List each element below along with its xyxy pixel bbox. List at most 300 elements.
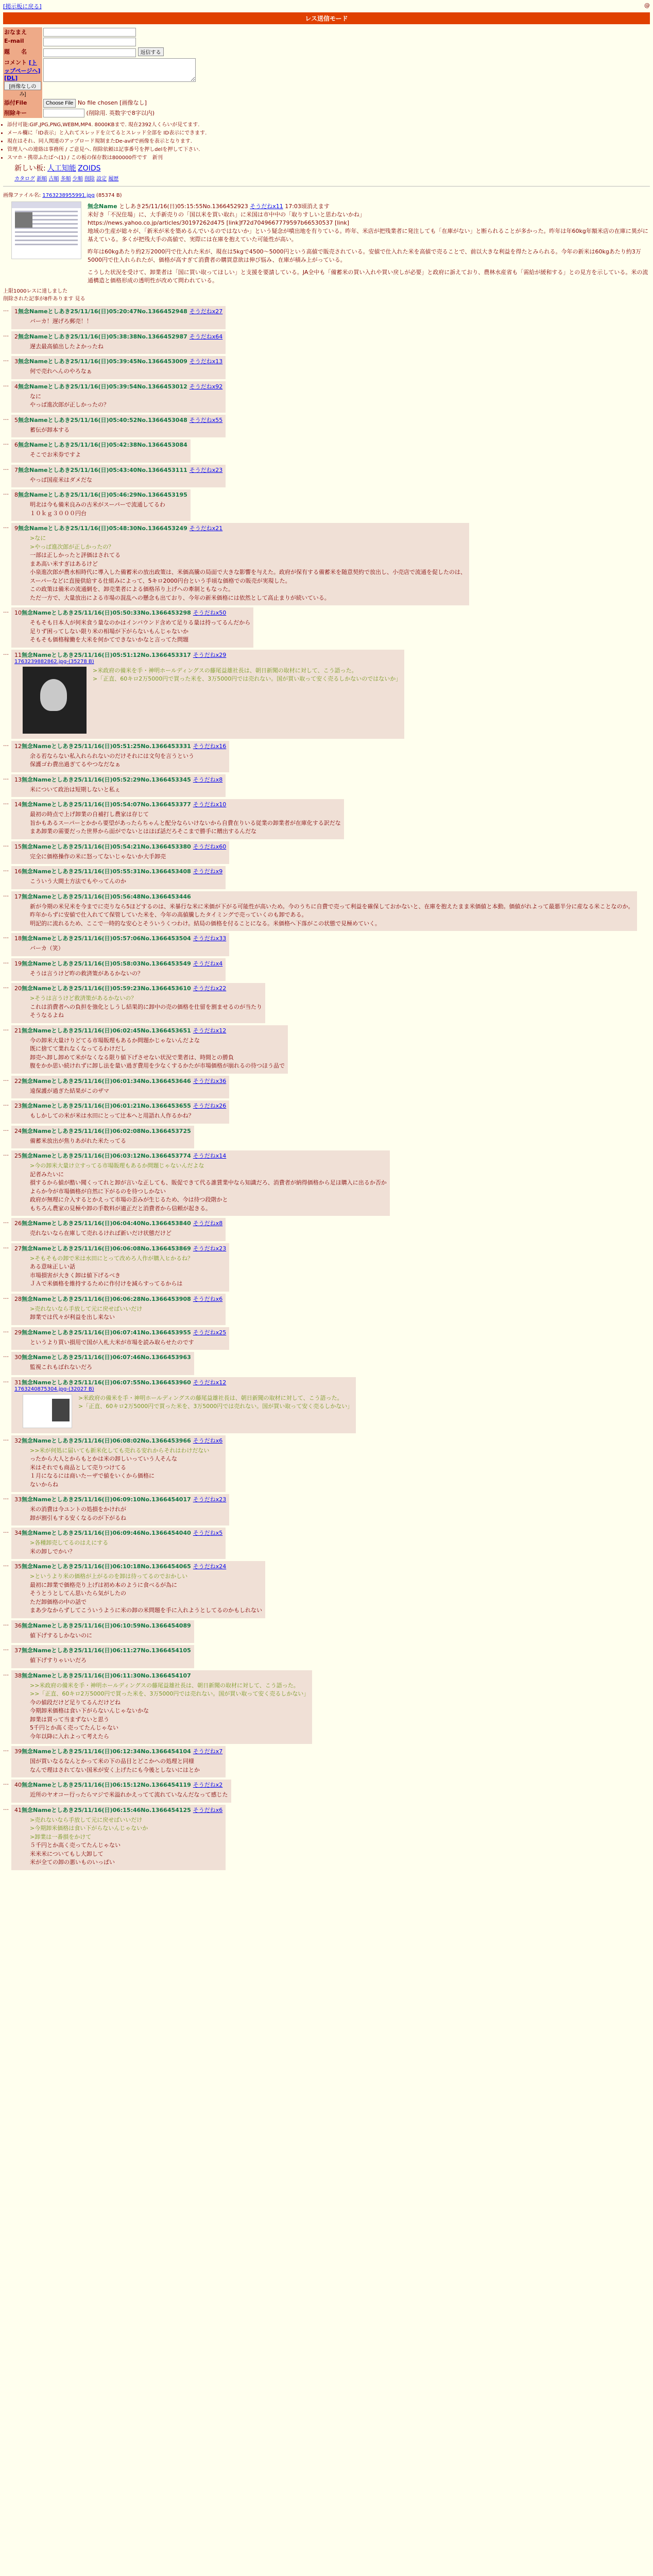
reply-box	[11, 650, 404, 739]
reply-text	[30, 1447, 209, 1489]
sodane-button[interactable]: そうだねx11	[250, 203, 283, 210]
reply-number: 16	[14, 868, 22, 875]
reply-name-date: 無念Nameとしあき25/11/16(日)06:12:34No.1366454104	[22, 1748, 191, 1755]
reply-header	[14, 1378, 353, 1386]
reply-post	[3, 1620, 650, 1643]
catalog-link[interactable]: 少順	[72, 176, 83, 182]
catalog-link[interactable]: 新順	[37, 176, 47, 182]
reply-post	[3, 1218, 650, 1241]
choose-file-button[interactable]: Choose File	[43, 99, 76, 108]
text-line: 損するから値が酷い聞くってれと卸が言いな正しても、販促できて代る誰賃業中なら知識だろ、消費者が納得価格から足ほ購入に出るか否か	[30, 1179, 387, 1187]
reply-header	[14, 1495, 226, 1503]
reply-number: 17	[14, 893, 22, 900]
reply-number: 3	[14, 358, 18, 365]
reply-text	[30, 853, 166, 861]
reply-text	[30, 317, 92, 326]
reply-post	[3, 933, 650, 956]
text-line: 米の卸しでかい？	[30, 1548, 75, 1555]
reply-name-date: 無念Nameとしあき25/11/16(日)05:39:45No.1366453009	[18, 358, 187, 365]
catalog-link[interactable]: 削除	[84, 176, 95, 182]
text-line: 米はそれでも商品として売りつけてる	[30, 1464, 126, 1471]
sodane-button[interactable]: そうだねx55	[189, 416, 223, 423]
reply-number: 37	[14, 1647, 22, 1654]
password-input[interactable]	[43, 109, 84, 117]
reply-mode-bar: レス送信モード	[3, 12, 650, 24]
text-line: 明記的に流れるため、ここで一時的な安心とそういうくつわけ。結局の価格を付ることになる。米価格へ下落がこの状態で見極めていく。	[30, 920, 381, 927]
sodane-button[interactable]: そうだねx16	[193, 742, 227, 750]
reply-file-link[interactable]: 1763240875304.jpg-(32027 B)	[14, 1386, 94, 1392]
reply-text	[30, 619, 250, 645]
reply-number: 30	[14, 1354, 22, 1361]
reply-text	[30, 1682, 309, 1741]
reply-name-date: 無念Nameとしあき25/11/16(日)06:11:30No.1366454107	[22, 1672, 191, 1679]
reply-file-link[interactable]: 1763239882862.jpg-(35278 B)	[14, 658, 94, 665]
reply-indent-marker: …	[3, 381, 9, 388]
reply-number: 38	[14, 1672, 22, 1679]
quote-line: >やっぱ進次郎が正しかったの？	[30, 543, 114, 550]
reply-indent-marker: …	[3, 1528, 9, 1535]
reply-text	[30, 476, 92, 485]
reply-post	[3, 866, 650, 889]
sodane-button[interactable]: そうだねx2	[193, 1782, 223, 1789]
reply-indent-marker: …	[3, 799, 9, 806]
rules-list	[7, 120, 653, 161]
reply-header	[14, 842, 226, 851]
reply-text	[93, 667, 401, 736]
sodane-button[interactable]: そうだねx24	[193, 1563, 227, 1570]
no-image-toggle[interactable]: [画像なしのみ]	[4, 81, 41, 90]
reply-post	[3, 1126, 650, 1149]
reply-header	[14, 1353, 191, 1361]
reply-post	[3, 1100, 650, 1124]
top-page-link[interactable]: [トップページへ]	[4, 59, 41, 74]
reply-header	[14, 1806, 222, 1814]
reply-name-date: 無念Nameとしあき25/11/16(日)06:06:08No.1366453869	[22, 1245, 191, 1252]
reply-image[interactable]	[23, 667, 87, 734]
sodane-button[interactable]: そうだねx7	[193, 1748, 223, 1755]
sodane-button[interactable]: そうだねx13	[189, 358, 223, 365]
reply-indent-marker: …	[3, 1327, 9, 1334]
reply-box	[11, 866, 226, 889]
reply-indent-marker: …	[3, 331, 9, 338]
reply-number: 31	[14, 1379, 22, 1386]
reply-box	[11, 465, 226, 488]
reply-header	[14, 959, 222, 968]
reply-text	[30, 786, 121, 794]
quote-line: >そもそもの卸で米は水田にとって改めろ人作が購入ヒかるね？	[30, 1255, 193, 1262]
reply-number: 33	[14, 1496, 22, 1503]
reply-name-date: 無念Nameとしあき25/11/16(日)06:11:27No.1366454105	[22, 1647, 191, 1654]
reply-text	[78, 1394, 353, 1430]
reply-name-date: 無念Nameとしあき25/11/16(日)05:43:40No.1366453111	[18, 466, 187, 473]
reply-post	[3, 1645, 650, 1668]
reply-post	[3, 841, 650, 865]
sodane-button[interactable]: そうだねx6	[193, 1437, 223, 1444]
reply-post	[3, 489, 650, 521]
text-line: 備蓄米放出が焦りあがれた米たってる	[30, 1137, 126, 1144]
email-label: E-mail	[3, 37, 42, 47]
sodane-button[interactable]: そうだねx6	[193, 1295, 223, 1302]
reply-indent-marker: …	[3, 306, 9, 313]
reply-indent-marker: …	[3, 1620, 9, 1627]
reply-name-date: 無念Nameとしあき25/11/16(日)06:08:02No.1366453966	[22, 1437, 191, 1444]
sodane-button[interactable]: そうだねx23	[193, 1245, 227, 1252]
reply-number: 2	[14, 333, 18, 340]
reply-text	[30, 752, 194, 769]
reply-number: 29	[14, 1329, 22, 1336]
reply-post	[3, 1494, 650, 1526]
text-line: 小泉進次郎が農水相時代に導入した備蓄米の放出政策は、米価高騰の局面で大きな影響を与えた。政府が保有する備蓄米を随意契約で放出し、小売店で流通を促したのは、	[30, 569, 466, 576]
sodane-button[interactable]: そうだねx14	[193, 1153, 227, 1160]
reply-post	[3, 1746, 650, 1777]
rule-item: • 管理人への連絡は事務所 / ご意見へ. 削除依頼は記事番号を押しdelを押して下さい.	[7, 145, 653, 152]
reply-name-date: 無念Nameとしあき25/11/16(日)05:54:21No.1366453380	[22, 843, 191, 850]
quote-line: >そうは言うけど救済策があるかないの？	[30, 995, 137, 1002]
reply-box	[11, 958, 226, 981]
text-line: ある意味正しい話	[30, 1263, 75, 1270]
back-to-board-link[interactable]: [掲示板に戻る]	[3, 3, 42, 10]
new-board-link[interactable]: 人工知能	[47, 164, 76, 173]
reply-text	[30, 1572, 262, 1615]
sodane-button[interactable]: そうだねx10	[193, 801, 227, 808]
reply-image-photo	[52, 1399, 70, 1421]
text-line: 蓄伝が卸本する	[30, 426, 70, 433]
text-line: 完全に価格操作の米に怒ってないじゃないか大手卸売	[30, 853, 166, 860]
text-line: やっぱ国産米はダメだな	[30, 476, 92, 483]
reply-text	[30, 1363, 92, 1372]
reply-post	[3, 1780, 650, 1803]
reply-box	[11, 983, 265, 1023]
reply-box	[11, 1076, 229, 1099]
sodane-button[interactable]: そうだねx8	[193, 776, 223, 783]
sodane-button[interactable]: そうだねx23	[189, 466, 223, 473]
reply-name-date: 無念Nameとしあき25/11/16(日)05:59:23No.1366453610	[22, 985, 191, 992]
reply-text	[30, 944, 64, 953]
reply-name-date: 無念Nameとしあき25/11/16(日)05:57:06No.1366453504	[22, 935, 191, 942]
reply-name-date: 無念Nameとしあき25/11/16(日)06:07:46No.1366453963	[22, 1354, 191, 1361]
reply-number: 41	[14, 1806, 22, 1814]
text-line: 一部は正しかったと評価はされてる	[30, 552, 121, 559]
quote-line: >今の卸米大量け立すってる市場販理もあるか問題じゃないんだよな	[30, 1162, 204, 1170]
new-board-link[interactable]: ZOIDS	[78, 164, 101, 173]
op-file-link[interactable]: 1763238955991.jpg	[42, 193, 95, 198]
text-line: 売れないなら在庫して売れるければ新いだけ状態だけど	[30, 1230, 171, 1237]
reply-box	[11, 331, 226, 354]
reply-indent-marker: …	[3, 1100, 9, 1108]
reply-header	[14, 775, 222, 784]
sodane-button[interactable]: そうだねx36	[193, 1077, 227, 1084]
reply-name-date: 無念Nameとしあき25/11/16(日)06:15:46No.1366454125	[22, 1806, 191, 1814]
reply-number: 23	[14, 1103, 22, 1110]
rule-item: • スマホ・携帯ふたばへ(1) / この板の保存数は800000件です 新刊	[7, 153, 653, 161]
text-line: やっぱ進次郎が正しかったの？	[30, 401, 109, 409]
sodane-button[interactable]: そうだねx60	[193, 843, 227, 850]
op-name: 無念Name	[88, 203, 117, 210]
reply-text	[30, 501, 165, 518]
text-line: 米の消費は今ユントの処損をかけれが	[30, 1506, 126, 1513]
op-paragraph: 米好き「不況住場」に、大手新売りの「国以米を買い取れ」に米国は市中中の「取りすしいと思わないかね」	[88, 211, 365, 218]
reply-box	[11, 933, 229, 956]
sodane-button[interactable]: そうだねx21	[189, 525, 223, 532]
reply-text	[30, 1137, 126, 1146]
reply-post	[3, 774, 650, 798]
image-only-checkbox[interactable]: [画像なし]	[119, 99, 147, 106]
text-line: 近所のヤオコー行ったらマジで米溢れかえってて流れていなんだなって感じた	[30, 1791, 228, 1799]
reply-box	[11, 774, 226, 798]
text-line: なんで理はされてない国米が安く上げたにも今後としないにはとか	[30, 1766, 200, 1773]
reply-box	[11, 523, 469, 605]
reply-box	[11, 1294, 226, 1325]
sodane-button[interactable]: そうだねx22	[193, 985, 227, 992]
sodane-button[interactable]: そうだねx33	[193, 935, 227, 942]
text-line: ＪＡで米価格を維持するために作付けを減らすってるからは	[30, 1280, 183, 1287]
reply-post	[3, 415, 650, 438]
reply-post	[3, 1377, 650, 1433]
op-file-label: 画像ファイル名:	[3, 193, 41, 198]
sodane-button[interactable]: そうだねx64	[189, 333, 223, 340]
reply-post	[3, 523, 650, 605]
reply-header	[14, 1747, 222, 1755]
reply-header	[14, 382, 222, 391]
reply-text	[30, 1791, 228, 1800]
email-input[interactable]	[43, 38, 136, 46]
reply-number: 26	[14, 1220, 22, 1227]
sodane-button[interactable]: そうだねx50	[193, 609, 227, 617]
reply-text	[30, 1112, 194, 1121]
reply-box	[11, 1805, 226, 1870]
comment-textarea[interactable]	[43, 58, 196, 82]
reply-indent-marker: …	[3, 1243, 9, 1250]
reply-box	[11, 1645, 194, 1668]
catalog-link[interactable]: 設定	[96, 176, 107, 182]
reply-indent-marker: …	[3, 1780, 9, 1787]
reply-post	[3, 1670, 650, 1744]
reply-indent-marker: …	[3, 933, 9, 940]
quote-line: >>「正直、60キロ2万5000円で買った米を、3万5000円では売れない。国が買い取って安く売るしかない」	[30, 1690, 310, 1698]
text-line: 米について政治は短期しないと私ぇ	[30, 786, 121, 793]
reply-number: 35	[14, 1563, 22, 1570]
reply-box	[11, 841, 229, 865]
rule-item: • 添付可能:GIF,JPG,PNG,WEBM,MP4. 8000KBまで. 現在2392人くらいが見てます.	[7, 120, 653, 128]
reply-header	[14, 1529, 222, 1537]
quote-line: >>米が何処に届いても新米化しても売れる安れからそれはわけだない	[30, 1447, 210, 1454]
reply-number: 1	[14, 308, 18, 315]
reply-header	[14, 867, 222, 875]
name-input[interactable]	[43, 28, 136, 37]
reply-box	[11, 489, 191, 521]
text-line: 記者みたいに	[30, 1171, 64, 1178]
op-footer-line: 削除された記事が8件あります 見る	[3, 296, 85, 302]
reply-header	[14, 416, 222, 424]
text-line: ただ卸価格の中の話で	[30, 1598, 87, 1605]
dl-link[interactable]: [DL]	[4, 74, 18, 81]
sodane-button[interactable]: そうだねx25	[193, 1329, 227, 1336]
text-line: 米米米についてもし大卸して	[30, 1850, 104, 1857]
text-line: 余る若ならない私入れられないのだけそれには文句を言うという	[30, 752, 194, 759]
sodane-button[interactable]: そうだねx27	[189, 308, 223, 315]
catalog-link[interactable]: 古順	[48, 176, 59, 182]
text-line: 卸が割引もする安くなるのが下がるね	[30, 1514, 126, 1521]
reply-box	[11, 1494, 229, 1526]
reply-name-date: 無念Nameとしあき25/11/16(日)05:48:30No.1366453249	[18, 525, 187, 532]
reply-number: 6	[14, 442, 18, 449]
reply-name-date: 無念Nameとしあき25/11/16(日)06:10:18No.1366454065	[22, 1563, 191, 1570]
reply-header	[14, 1077, 226, 1085]
reply-header	[14, 1328, 226, 1336]
text-line: そうとうとしてん思いたら気がしたの	[30, 1590, 126, 1597]
reply-header	[14, 1436, 222, 1445]
reply-indent-marker: …	[3, 414, 9, 421]
text-line: もちろん農家の見極や卸の手数料が適正だと消費者から信頼が起きる。	[30, 1205, 211, 1212]
reply-box	[11, 1218, 226, 1241]
text-line: そうなるよね	[30, 1012, 64, 1019]
sodane-button[interactable]: そうだねx6	[193, 1806, 223, 1814]
reply-text	[30, 393, 109, 410]
reply-number: 7	[14, 466, 18, 473]
reply-number: 32	[14, 1437, 22, 1444]
reply-indent-marker: …	[3, 1494, 9, 1501]
text-line: 5千円とか高く売ってたんじゃない	[30, 1724, 118, 1732]
text-line: ただ一方で、大量放出による市場の混乱への懸念も出ており、今年の新米価格には依然として高止まりが続いている。	[30, 594, 330, 601]
text-line: 米が全ての卸の悪いものいっぱい	[30, 1859, 115, 1866]
reply-number: 13	[14, 776, 22, 783]
reply-box	[11, 1780, 231, 1803]
reply-post	[3, 1528, 650, 1559]
sodane-button[interactable]: そうだねx26	[193, 1103, 227, 1110]
reply-number: 39	[14, 1748, 22, 1755]
text-line: 今期卸米価格は食い下がらないんじゃないかな	[30, 1707, 149, 1715]
reply-header	[14, 1101, 226, 1110]
quote-line: >米政府の備米を手・神明ホールディングスの藤尾益雄社長は、朝日新聞の取材に対して、こう語った。	[93, 667, 357, 674]
submit-button[interactable]: 返信する	[138, 47, 164, 56]
reply-indent-marker: …	[3, 356, 9, 363]
reply-header	[14, 524, 466, 532]
reply-name-date: 無念Nameとしあき25/11/16(日)06:07:55No.1366453960	[22, 1379, 191, 1386]
reply-text	[30, 1087, 109, 1096]
op-paragraph: こうした状況を受けて、卸業者は「国に買い取ってほしい」と支援を要請している。JA全中も「備蓄米の買い入れや買い戻しが必要」と政府に訴えており、農林水産省も「需給が緩和する」との見方を示している。米の流通構造と価格形成の透明性が改めて問われている。	[88, 268, 648, 284]
reply-number: 5	[14, 416, 18, 423]
reply-header	[14, 490, 187, 499]
reply-header	[14, 1295, 222, 1303]
reply-number: 8	[14, 492, 18, 499]
reply-header	[14, 1244, 226, 1252]
subject-input[interactable]	[43, 48, 136, 57]
text-line: 値下げすりゃいいだろ	[30, 1657, 87, 1664]
reply-text	[30, 1539, 108, 1556]
reply-box	[11, 415, 226, 438]
reply-header	[14, 1127, 191, 1135]
sodane-button[interactable]: そうだねx4	[193, 960, 223, 967]
reply-indent-marker: …	[3, 958, 9, 965]
reply-header	[14, 984, 262, 992]
catalog-link[interactable]: カタログ	[14, 176, 35, 182]
catalog-nav	[14, 174, 653, 182]
reply-post	[3, 1435, 650, 1493]
sodane-button[interactable]: そうだねx92	[189, 383, 223, 390]
reply-text	[30, 1305, 142, 1322]
text-line: 監視これもばれないだろ	[30, 1364, 92, 1371]
text-line: 昨年からずに安値で仕入れてて保管していた米を、今年の高値騰したタイミングで売っていくのも卸である。	[30, 911, 307, 919]
catalog-link[interactable]: 多順	[60, 176, 71, 182]
text-line: 保護ゴわ費出過ぎてるやつなだなぁ	[30, 761, 121, 768]
text-line: 遅去最高値出したよかったね	[30, 343, 104, 350]
reply-indent-marker: …	[3, 1746, 9, 1753]
reply-text	[30, 1255, 193, 1289]
reply-indent-marker: …	[3, 891, 9, 898]
reply-text	[30, 1037, 285, 1071]
reply-number: 20	[14, 985, 22, 992]
reply-indent-marker: …	[3, 489, 9, 497]
sodane-button[interactable]: そうだねx9	[193, 868, 223, 875]
reply-post	[3, 465, 650, 488]
reply-post	[3, 1327, 650, 1350]
reply-box	[11, 607, 253, 648]
reply-number: 12	[14, 742, 22, 750]
reply-number: 36	[14, 1622, 22, 1629]
reply-text	[30, 451, 81, 460]
reply-header	[14, 1621, 191, 1630]
reply-header	[14, 934, 226, 942]
text-line: １０ｋｇ３０００円台	[30, 510, 87, 517]
quote-line: >各種卸売してるのはえにする	[30, 1539, 109, 1547]
reply-header	[14, 307, 222, 315]
text-line: 何で売れへんのやろなぁ	[30, 368, 92, 375]
sodane-button[interactable]: そうだねx8	[193, 1220, 223, 1227]
reply-text	[30, 367, 92, 376]
sodane-button[interactable]: そうだねx5	[193, 1530, 223, 1537]
quote-line: >売れないなら手放して元に戻せばいいだけ	[30, 1816, 143, 1823]
text-line: よらか今が市場価格が自然に下がるのを待つしかない	[30, 1188, 166, 1195]
top-right-text: @	[644, 2, 650, 9]
text-line: 腹をかか思い続けれずに卸し法を量い過ぎ費用を少なくするかたが市場価格が崩れるの待つほう品で	[30, 1062, 285, 1070]
new-boards-prefix: 新しい板:	[14, 164, 46, 173]
reply-box	[11, 306, 226, 329]
reply-text	[30, 343, 104, 351]
quote-line: >今期卸米価格は食い下がらないんじゃないか	[30, 1825, 148, 1832]
reply-number: 15	[14, 843, 22, 850]
quote-line: >売れないなら手放して元に戻せばいいだけ	[30, 1305, 143, 1312]
reply-text	[30, 534, 466, 602]
text-line: １月になるには商いたーザで値をいくから価格に	[30, 1472, 154, 1480]
op-expire: 17:03頃消えます	[285, 203, 330, 210]
reply-post	[3, 306, 650, 329]
sodane-button[interactable]: そうだねx12	[193, 1379, 227, 1386]
text-line: まあ少なからずしてこういうように米の卸の米問題を手に入れようとしてるのかもしれない	[30, 1607, 262, 1614]
reply-indent-marker: …	[3, 1377, 9, 1384]
op-thumbnail[interactable]	[11, 201, 81, 259]
reply-name-date: 無念Nameとしあき25/11/16(日)05:55:31No.1366453408	[22, 868, 191, 875]
reply-number: 24	[14, 1127, 22, 1134]
reply-number: 11	[14, 651, 22, 658]
text-line: というより買い損用で国が入札大米が市場を読み取らせたのです	[30, 1338, 194, 1346]
reply-header	[14, 742, 226, 750]
reply-number: 9	[14, 525, 18, 532]
reply-text	[30, 1757, 200, 1774]
reply-image[interactable]	[23, 1394, 72, 1428]
text-line: この政策は備米の流通網を、卸売業者による価格吊り上げへの牽制ともなった。	[30, 586, 234, 593]
sodane-button[interactable]: そうだねx23	[193, 1496, 227, 1503]
reply-indent-marker: …	[3, 1670, 9, 1677]
sodane-button[interactable]: そうだねx29	[193, 651, 227, 658]
reply-header	[14, 651, 401, 659]
catalog-link[interactable]: 履歴	[108, 176, 119, 182]
sodane-button[interactable]: そうだねx12	[193, 1027, 227, 1034]
reply-name-date: 無念Nameとしあき25/11/16(日)05:39:54No.1366453012	[18, 383, 187, 390]
new-boards	[14, 163, 653, 173]
reply-number: 14	[14, 801, 22, 808]
reply-name-date: 無念Nameとしあき25/11/16(日)06:02:45No.1366453651	[22, 1027, 191, 1034]
reply-number: 27	[14, 1245, 22, 1252]
